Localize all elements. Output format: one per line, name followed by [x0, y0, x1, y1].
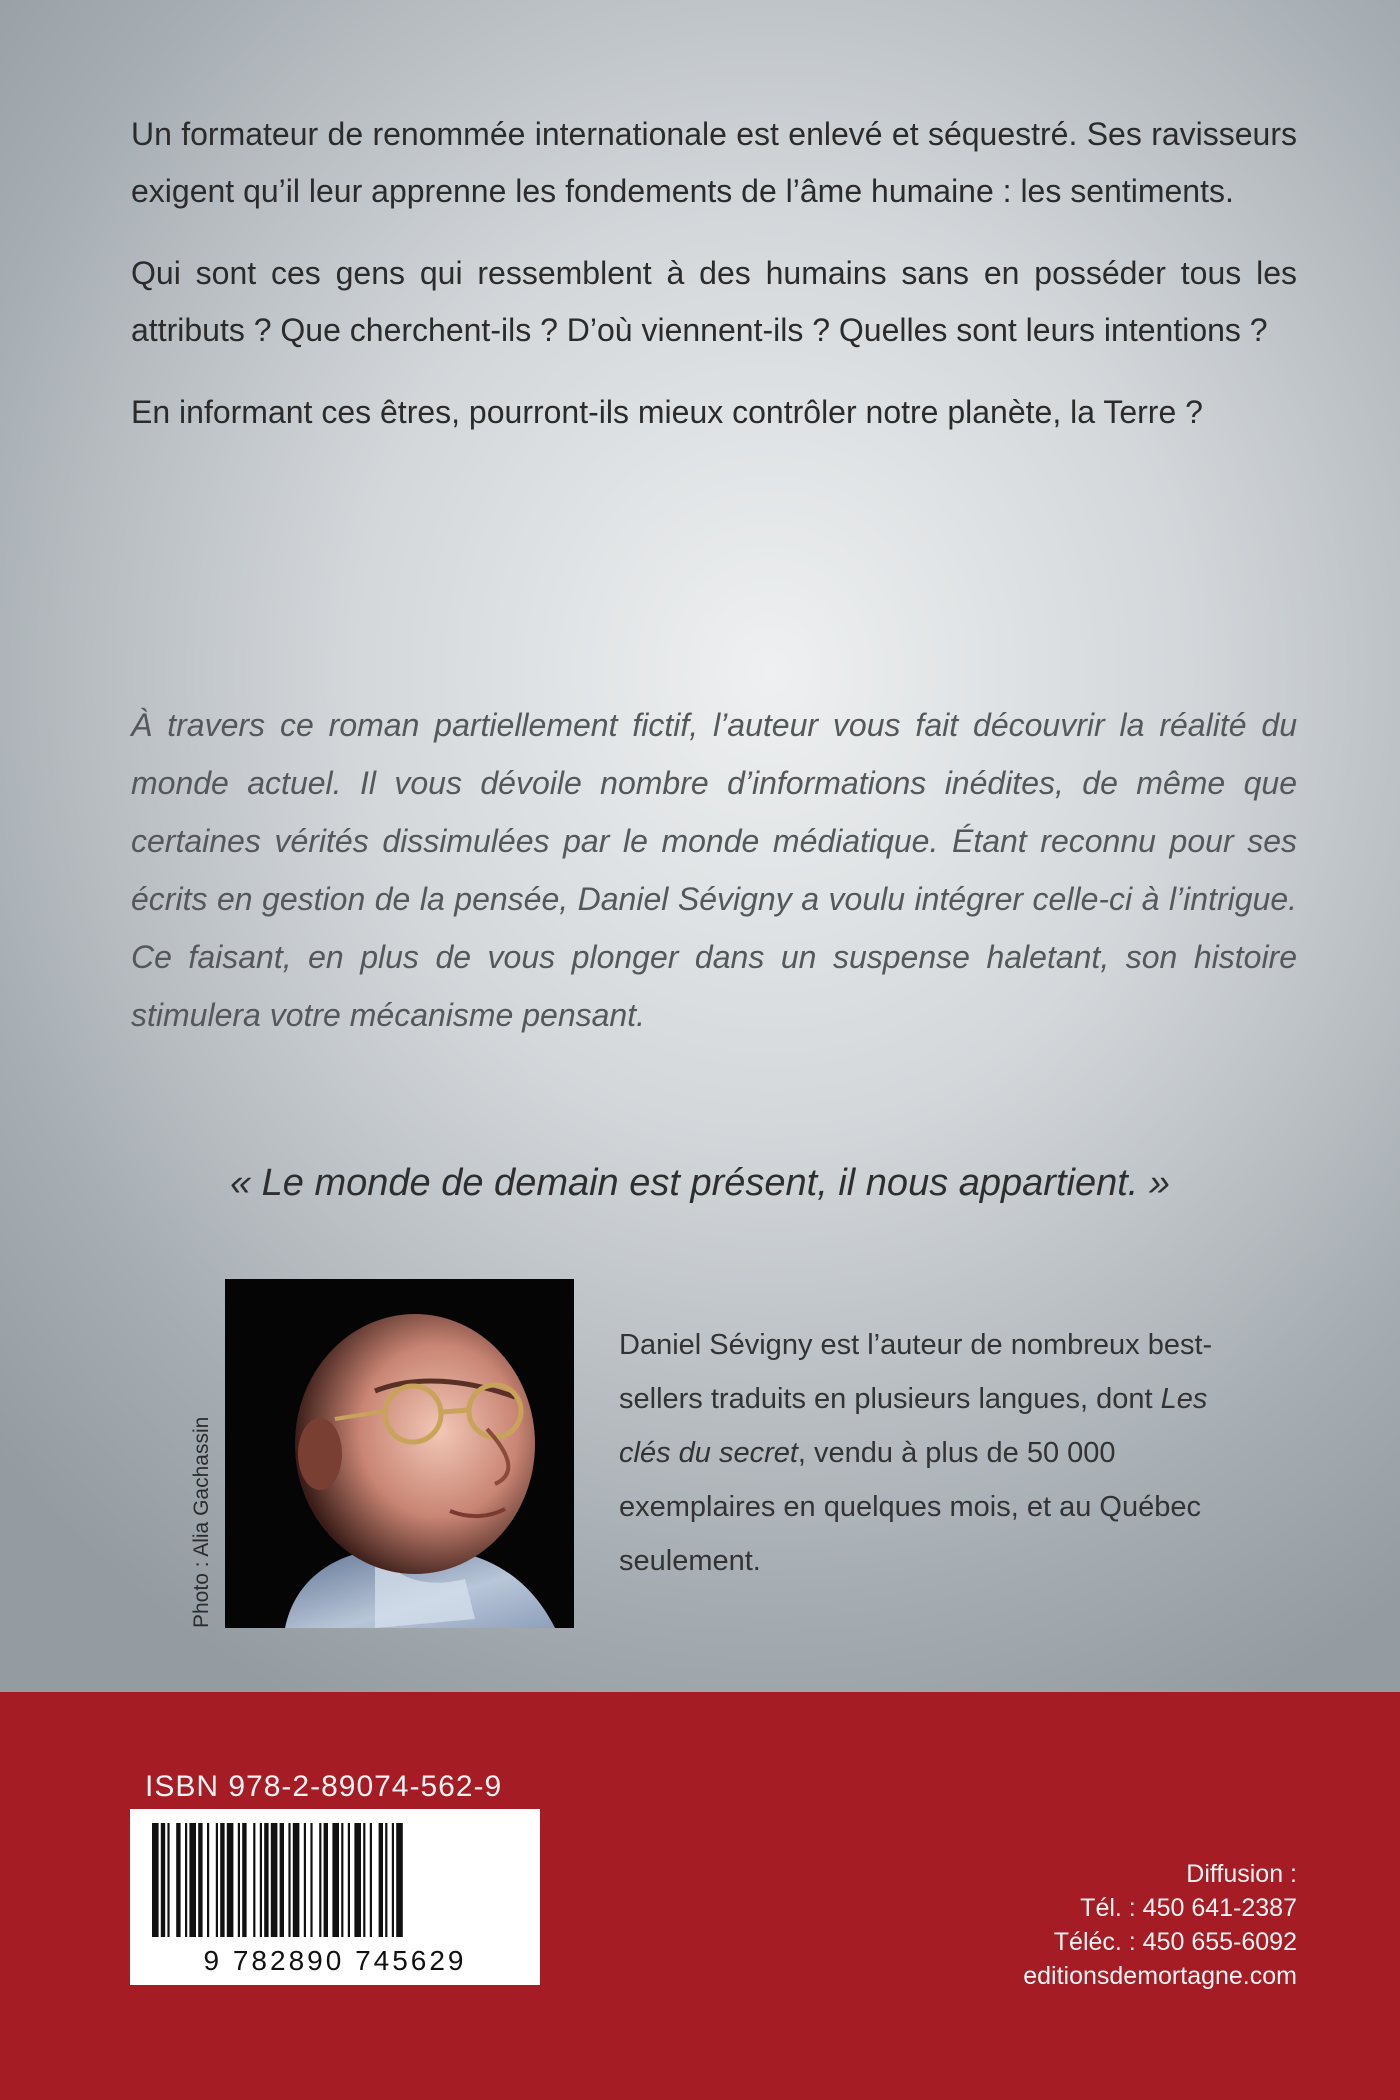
barcode-bar — [185, 1823, 187, 1937]
barcode-bar — [271, 1823, 278, 1937]
author-portrait-illustration — [225, 1279, 574, 1628]
barcode-bar — [260, 1823, 262, 1937]
barcode-bar — [324, 1823, 328, 1937]
author-bio — [619, 1318, 1259, 1588]
barcode-bar — [220, 1823, 224, 1937]
barcode-bar — [396, 1823, 403, 1937]
barcode-bar — [341, 1823, 343, 1937]
barcode-bar — [293, 1823, 300, 1937]
barcode-bar — [161, 1823, 165, 1937]
barcode-bar — [348, 1823, 350, 1937]
barcode-bar — [332, 1823, 339, 1937]
barcode-bar — [370, 1823, 372, 1937]
barcode-bar — [198, 1823, 202, 1937]
barcode-bar — [253, 1823, 255, 1937]
synopsis-paragraph-3: En informant ces êtres, pourront-ils mieux contrôler notre planète, la Terre ? — [131, 394, 1203, 430]
diffusion-fax: Téléc. : 450 655-6092 — [1053, 1928, 1297, 1956]
barcode-bar — [379, 1823, 383, 1937]
barcode-bar — [385, 1823, 387, 1937]
barcode-bar — [310, 1823, 312, 1937]
publisher-website[interactable]: editionsdemortagne.com — [1023, 1962, 1297, 1990]
author-photo — [225, 1279, 574, 1628]
barcode-bar — [176, 1823, 180, 1937]
diffusion-info — [1023, 1857, 1297, 1993]
diffusion-heading: Diffusion : — [1186, 1860, 1297, 1888]
barcode-bar — [189, 1823, 196, 1937]
barcode-bar — [207, 1823, 209, 1937]
isbn-label: ISBN 978-2-89074-562-9 — [145, 1770, 503, 1803]
barcode-bar — [319, 1823, 321, 1937]
barcode-bar — [242, 1823, 246, 1937]
barcode-bar — [238, 1823, 240, 1937]
tagline-quote: « Le monde de demain est présent, il nous appartient. » — [229, 1162, 1171, 1204]
barcode-bar — [152, 1823, 159, 1937]
barcode-bar — [167, 1823, 169, 1937]
barcode-digits: 9 782890 745629 — [203, 1945, 467, 1976]
barcode — [130, 1809, 540, 1985]
barcode-bar — [288, 1823, 290, 1937]
synopsis-paragraph-2: Qui sont ces gens qui ressemblent à des humains sans en posséder tous les attributs ? Que cherchent-ils ? D’où viennent-ils ? Quelles sont leurs intentions ? — [131, 255, 1297, 348]
barcode-bar — [227, 1823, 234, 1937]
bio-text-start: Daniel Sévigny est l’auteur de nombreux best-sellers traduits en plusieurs langues, dont — [619, 1329, 1213, 1415]
barcode-bar — [264, 1823, 268, 1937]
synopsis — [131, 106, 1297, 466]
barcode-bars — [152, 1823, 518, 1937]
barcode-bar — [354, 1823, 361, 1937]
bio-book-title: Les clés du secret — [619, 1383, 1208, 1469]
barcode-bar — [216, 1823, 218, 1937]
synopsis-paragraph-1: Un formateur de renommée internationale est enlevé et séquestré. Ses ravisseurs exigent qu’il leur apprenne les fondements de l’âme humaine : les sentiments. — [131, 116, 1297, 209]
barcode-bar — [280, 1823, 284, 1937]
barcode-bar — [363, 1823, 365, 1937]
diffusion-phone: Tél. : 450 641-2387 — [1080, 1894, 1297, 1922]
bio-text-end: , vendu à plus de 50 000 exemplaires en quelques mois, et au Québec seulement. — [619, 1437, 1201, 1577]
barcode-bar — [304, 1823, 306, 1937]
photo-credit: Photo : Alia Gachassin — [190, 1416, 213, 1628]
barcode-bar — [392, 1823, 394, 1937]
teaser-paragraph: À travers ce roman partiellement fictif, l’auteur vous fait découvrir la réalité du monde actuel. Il vous dévoile nombre d’informations inédites, de même que certaines vérités dissimulées par le monde médiatique. Étant reconnu pour ses écrits en gestion de la pensée, Daniel Sévigny a voulu intégrer celle-ci à l’intrigue. Ce faisant, en plus de vous plonger dans un suspense haletant, son histoire stimulera votre mécanisme pensant. — [131, 707, 1297, 1033]
